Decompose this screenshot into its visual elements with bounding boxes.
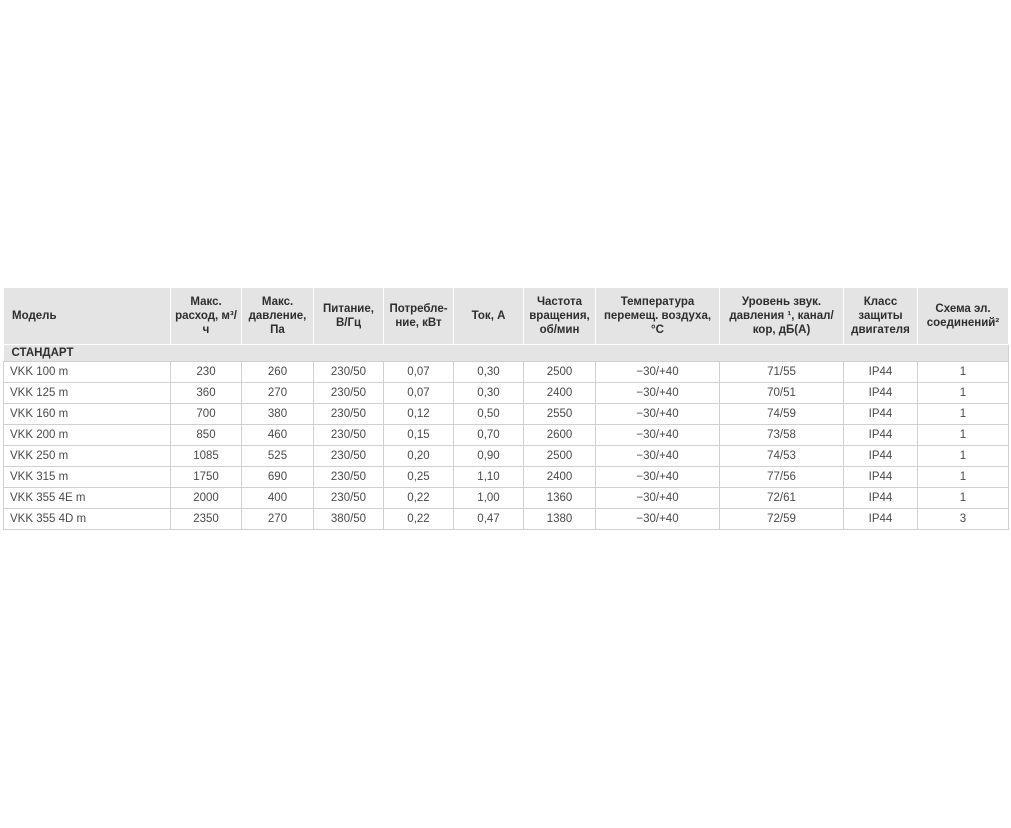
cell-consumption: 0,07 bbox=[384, 362, 454, 383]
cell-motor-protection: IP44 bbox=[844, 509, 918, 530]
cell-max-flow: 2000 bbox=[171, 488, 242, 509]
header-current: Ток, А bbox=[454, 288, 524, 345]
cell-max-pressure: 270 bbox=[242, 509, 314, 530]
cell-wiring-diagram: 1 bbox=[918, 488, 1009, 509]
cell-current: 0,70 bbox=[454, 425, 524, 446]
cell-motor-protection: IP44 bbox=[844, 425, 918, 446]
table-row bbox=[4, 425, 1009, 446]
table-row bbox=[4, 509, 1009, 530]
cell-rpm: 1380 bbox=[524, 509, 596, 530]
cell-current: 0,30 bbox=[454, 362, 524, 383]
cell-current: 0,47 bbox=[454, 509, 524, 530]
cell-sound-level: 72/61 bbox=[720, 488, 844, 509]
header-model: Модель bbox=[4, 288, 171, 345]
cell-sound-level: 72/59 bbox=[720, 509, 844, 530]
cell-model: VKK 355 4E m bbox=[4, 488, 171, 509]
cell-model: VKK 125 m bbox=[4, 383, 171, 404]
cell-current: 0,30 bbox=[454, 383, 524, 404]
cell-max-flow: 700 bbox=[171, 404, 242, 425]
cell-rpm: 2400 bbox=[524, 467, 596, 488]
header-power-supply: Питание, В/Гц bbox=[314, 288, 384, 345]
cell-air-temperature: −30/+40 bbox=[596, 425, 720, 446]
cell-model: VKK 160 m bbox=[4, 404, 171, 425]
cell-max-pressure: 525 bbox=[242, 446, 314, 467]
cell-wiring-diagram: 1 bbox=[918, 467, 1009, 488]
cell-motor-protection: IP44 bbox=[844, 362, 918, 383]
cell-max-pressure: 690 bbox=[242, 467, 314, 488]
cell-air-temperature: −30/+40 bbox=[596, 446, 720, 467]
cell-power-supply: 230/50 bbox=[314, 404, 384, 425]
cell-max-pressure: 260 bbox=[242, 362, 314, 383]
cell-sound-level: 73/58 bbox=[720, 425, 844, 446]
header-consumption: Потребле-ние, кВт bbox=[384, 288, 454, 345]
table-row bbox=[4, 467, 1009, 488]
cell-rpm: 1360 bbox=[524, 488, 596, 509]
cell-wiring-diagram: 1 bbox=[918, 446, 1009, 467]
cell-max-pressure: 380 bbox=[242, 404, 314, 425]
cell-wiring-diagram: 1 bbox=[918, 362, 1009, 383]
cell-consumption: 0,07 bbox=[384, 383, 454, 404]
cell-motor-protection: IP44 bbox=[844, 467, 918, 488]
cell-power-supply: 380/50 bbox=[314, 509, 384, 530]
cell-sound-level: 74/59 bbox=[720, 404, 844, 425]
header-max-flow: Макс. расход, м³/ч bbox=[171, 288, 242, 345]
header-air-temperature: Температура перемещ. воздуха, °С bbox=[596, 288, 720, 345]
header-rpm: Частота вращения, об/мин bbox=[524, 288, 596, 345]
cell-wiring-diagram: 1 bbox=[918, 383, 1009, 404]
cell-model: VKK 315 m bbox=[4, 467, 171, 488]
group-label: СТАНДАРТ bbox=[4, 345, 1009, 362]
cell-rpm: 2600 bbox=[524, 425, 596, 446]
cell-consumption: 0,20 bbox=[384, 446, 454, 467]
cell-sound-level: 74/53 bbox=[720, 446, 844, 467]
cell-consumption: 0,22 bbox=[384, 488, 454, 509]
table-row bbox=[4, 404, 1009, 425]
cell-sound-level: 71/55 bbox=[720, 362, 844, 383]
cell-air-temperature: −30/+40 bbox=[596, 383, 720, 404]
cell-max-pressure: 400 bbox=[242, 488, 314, 509]
spec-table bbox=[3, 287, 1009, 530]
cell-current: 0,90 bbox=[454, 446, 524, 467]
cell-current: 1,10 bbox=[454, 467, 524, 488]
cell-max-flow: 360 bbox=[171, 383, 242, 404]
header-sound-level: Уровень звук. давления ¹, канал/кор, дБ(А) bbox=[720, 288, 844, 345]
cell-sound-level: 70/51 bbox=[720, 383, 844, 404]
group-row bbox=[4, 345, 1009, 362]
cell-power-supply: 230/50 bbox=[314, 446, 384, 467]
cell-max-flow: 1750 bbox=[171, 467, 242, 488]
cell-model: VKK 100 m bbox=[4, 362, 171, 383]
table-row bbox=[4, 362, 1009, 383]
header-motor-protection: Класс защиты двигателя bbox=[844, 288, 918, 345]
cell-motor-protection: IP44 bbox=[844, 404, 918, 425]
cell-air-temperature: −30/+40 bbox=[596, 467, 720, 488]
cell-consumption: 0,15 bbox=[384, 425, 454, 446]
cell-power-supply: 230/50 bbox=[314, 425, 384, 446]
cell-rpm: 2500 bbox=[524, 362, 596, 383]
cell-max-pressure: 270 bbox=[242, 383, 314, 404]
cell-rpm: 2400 bbox=[524, 383, 596, 404]
cell-max-flow: 230 bbox=[171, 362, 242, 383]
cell-model: VKK 355 4D m bbox=[4, 509, 171, 530]
cell-max-flow: 1085 bbox=[171, 446, 242, 467]
cell-consumption: 0,22 bbox=[384, 509, 454, 530]
cell-max-pressure: 460 bbox=[242, 425, 314, 446]
header-max-pressure: Макс. давление, Па bbox=[242, 288, 314, 345]
cell-power-supply: 230/50 bbox=[314, 383, 384, 404]
cell-max-flow: 2350 bbox=[171, 509, 242, 530]
cell-model: VKK 250 m bbox=[4, 446, 171, 467]
cell-air-temperature: −30/+40 bbox=[596, 404, 720, 425]
cell-current: 0,50 bbox=[454, 404, 524, 425]
cell-power-supply: 230/50 bbox=[314, 488, 384, 509]
table-row bbox=[4, 488, 1009, 509]
cell-air-temperature: −30/+40 bbox=[596, 509, 720, 530]
cell-air-temperature: −30/+40 bbox=[596, 488, 720, 509]
cell-air-temperature: −30/+40 bbox=[596, 362, 720, 383]
cell-power-supply: 230/50 bbox=[314, 362, 384, 383]
table-row bbox=[4, 383, 1009, 404]
cell-wiring-diagram: 3 bbox=[918, 509, 1009, 530]
cell-current: 1,00 bbox=[454, 488, 524, 509]
cell-model: VKK 200 m bbox=[4, 425, 171, 446]
cell-consumption: 0,12 bbox=[384, 404, 454, 425]
cell-power-supply: 230/50 bbox=[314, 467, 384, 488]
spec-table-container bbox=[3, 287, 1008, 530]
cell-wiring-diagram: 1 bbox=[918, 404, 1009, 425]
cell-consumption: 0,25 bbox=[384, 467, 454, 488]
cell-motor-protection: IP44 bbox=[844, 383, 918, 404]
cell-wiring-diagram: 1 bbox=[918, 425, 1009, 446]
cell-max-flow: 850 bbox=[171, 425, 242, 446]
table-row bbox=[4, 446, 1009, 467]
header-wiring-diagram: Схема эл. соединений² bbox=[918, 288, 1009, 345]
cell-motor-protection: IP44 bbox=[844, 488, 918, 509]
cell-rpm: 2550 bbox=[524, 404, 596, 425]
header-row bbox=[4, 288, 1009, 345]
cell-sound-level: 77/56 bbox=[720, 467, 844, 488]
cell-rpm: 2500 bbox=[524, 446, 596, 467]
cell-motor-protection: IP44 bbox=[844, 446, 918, 467]
